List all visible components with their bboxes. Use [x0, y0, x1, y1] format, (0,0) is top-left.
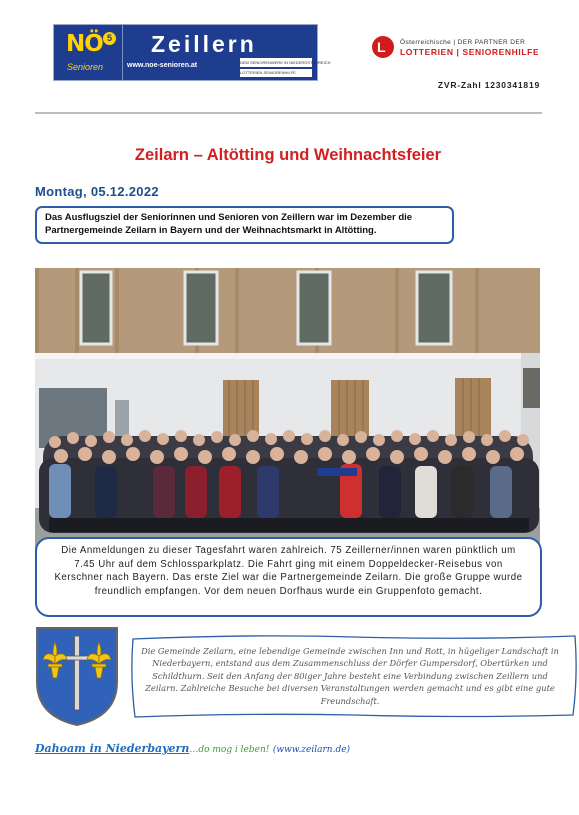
noe-brand: NÖ	[66, 31, 103, 57]
mini-logo-a: DEM SENIORENWERK IN NIEDERÖSTERREICH	[240, 60, 331, 65]
intro-box: Das Ausflugsziel der Seniorinnen und Senioren von Zeillern war im Dezember die Partnergemeinde Zeilarn in Bayern und der Weihnachtsmarkt in Altötting.	[35, 206, 454, 244]
description-text: Die Gemeinde Zeilarn, eine lebendige Gemeinde zwischen Inn und Rott, in hügeliger Landschaft in Niederbayern, entstand aus dem Zusammenschluss der Dörfer Gumpersdorf, Obertürken und Schildthurn. Seit den Anfang der 80iger Jahre besteht eine Verbindung zwischen Zeillern und Zeilarn. Zahlreiche Besuche bei diversen Veranstaltungen werden gemacht und es gibt eine gute Freundschaft.	[141, 646, 559, 706]
lotterien-line1: Österreichische | DER PARTNER DER	[400, 39, 526, 46]
group-photo	[35, 268, 540, 555]
header-divider	[35, 112, 542, 114]
lotterien-icon: L	[372, 36, 394, 58]
description-box	[129, 633, 579, 719]
logo-divider	[122, 25, 123, 80]
noe-number-badge: 5	[103, 32, 116, 45]
zvr-number: ZVR-Zahl 1230341819	[437, 80, 540, 90]
lotterien-line2: LOTTERIEN | SENIORENHILFE	[400, 47, 540, 57]
article-title: Zeilarn – Altötting und Weihnachtsfeier	[134, 146, 442, 164]
slogan-tagline: …do mog i leben!	[189, 745, 270, 755]
noe-sub-label: Senioren	[67, 62, 104, 72]
lotterien-logo	[372, 36, 540, 62]
website-link[interactable]: (www.zeilarn.de)	[272, 745, 351, 755]
article-date: Montag, 05.12.2022	[35, 184, 159, 199]
zeillern-title: Zeillern	[151, 31, 257, 57]
slogan-link[interactable]: Dahoam in Niederbayern	[35, 742, 190, 755]
footer-slogan	[35, 742, 350, 755]
mini-logo-b: LOTTERIEN SENIORENHILFE	[240, 69, 312, 77]
noe-url: www.noe-senioren.at	[127, 62, 198, 69]
noe-senioren-logo	[53, 24, 331, 81]
caption-box: Die Anmeldungen zu dieser Tagesfahrt waren zahlreich. 75 Zeillerner/innen waren pünktlich um 7.45 Uhr auf dem Schlossparkplatz. Die Fahrt ging mit einem Doppeldecker-Reisebus von Kerschner nach Bayern. Das erste Ziel war die Partnergemeinde Zeilarn. Die große Gruppe wurde freundlich empfangen. Vor dem neuen Dorfhaus wurde ein Gruppenfoto gemacht.	[35, 537, 542, 617]
coat-of-arms	[35, 626, 119, 727]
